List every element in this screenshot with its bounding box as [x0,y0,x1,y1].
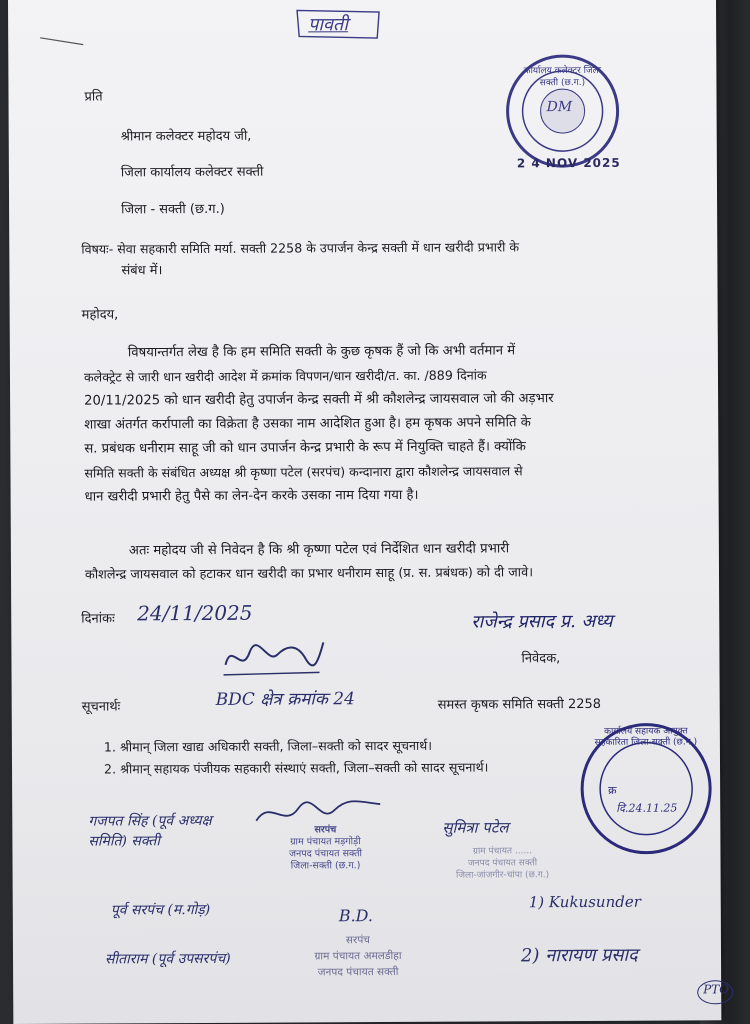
corner-mark [38,36,88,48]
sarpanch-stamp-line: जिला-सक्ती (छ.ग.) [290,860,361,872]
paragraph-line: शाखा अंतर्गत कर्रापाली का विक्रेता है उसका नाम आदेशित हुआ है। हम कृषक अपने समिति के [84,415,531,433]
paragraph-1 [84,342,715,515]
salutation: महोदय, [81,307,119,323]
address-line-2: जिला कार्यालय कलेक्टर सक्ती [120,164,264,181]
sarpanch-stamp-line: ग्राम पंचायत ...... [472,846,533,857]
collector-stamp-initials: DM [546,99,573,116]
to-label: प्रति [84,89,103,105]
sarpanch-stamp-line: जनपद पंचायत सक्ती [467,858,538,869]
subject-line-1: विषयः- सेवा सहकारी समिति मर्या. सक्ती 2258 के उपार्जन केन्द्र सक्ती में धान खरीदी प्रभारी के [81,239,520,257]
info-item-1: 1. श्रीमान् जिला खाद्य अधिकारी सक्ती, जिला–सक्ती को सादर सूचनार्थ। [103,737,433,755]
collector-stamp-text: कार्यालय कलेक्टर जिला सक्ती (छ.ग.) [523,65,602,89]
info-item-2: 2. श्रीमान् सहायक पंजीयक सहकारी संस्थाएं सक्ती, जिला–सक्ती को सादर सूचनार्थ। [103,759,489,777]
address-line-3: जिला - सक्ती (छ.ग.) [121,201,225,218]
signature-sitaram: सीताराम (पूर्व उपसरपंच) [104,950,231,968]
pto-text: PTO [703,982,730,997]
sarpanch-stamp-1 [260,824,390,873]
signature-kukusunder: 1) Kukusunder [528,892,641,912]
sarpanch-stamp-title: सरपंच [314,824,337,836]
paragraph-line: विषयान्तर्गत लेख है कि हम समिति सक्ती के कुछ कृषक हैं जो कि अभी वर्तमान में [127,343,516,361]
assistant-stamp [578,720,715,857]
letter-paper [8,0,730,1024]
date-label: दिनांकः [81,611,115,627]
sarpanch-stamp-2 [283,932,433,981]
sarpanch-stamp-line: ग्राम पंचायत अमलडीहा [314,949,402,963]
sarpanch-stamp-3 [432,845,572,882]
signature-purva-sarpanch: पूर्व सरपंच (म.गोड़) [110,901,211,919]
signature-bd: B.D. [338,906,374,926]
signature-gajpat: गजपत सिंह (पूर्व अध्यक्ष समिति) सक्ती [88,812,212,850]
address-line-1: श्रीमान कलेक्टर महोदय जी, [120,128,252,145]
signature-sumitra: सुमित्रा पटेल [442,818,509,837]
signature-narayan: 2) नारायण प्रसाद [520,944,638,967]
paragraph-line: 20/11/2025 को धान खरीदी हेतु उपार्जन केन्द्र सक्ती में श्री कौशलेन्द्र जायसवाल जो की अड़भार [84,391,554,409]
collector-stamp-date: 2 4 NOV 2025 [516,155,621,171]
paragraph-line: कलेक्ट्रेट से जारी धान खरीदी आदेश में क्रमांक विपणन/धान खरीदी/त. का. /889 दिनांक [83,367,487,385]
applicant-group: समस्त कृषक समिति सक्ती 2258 [437,696,602,713]
paragraph-line: समिति सक्ती के संबंधित अध्यक्ष श्री कृष्णा पटेल (सरपंच) कन्दानारा द्वारा कौशलेन्द्र जायसवाल से [84,463,523,481]
date-value: 24/11/2025 [137,600,253,626]
paragraph-line: धान खरीदी प्रभारी हेतु पैसे का लेन-देन करके उसका नाम दिया गया है। [84,487,419,505]
assistant-stamp-date: दि.24.11.25 [616,801,678,815]
assistant-stamp-number: क्र [608,783,617,797]
receipt-box [293,6,383,42]
info-label: सूचनार्थः [81,699,121,715]
sarpanch-stamp-line: जनपद पंचायत सक्ती [288,848,363,860]
paragraph-line: कौशलेन्द्र जायसवाल को हटाकर धान खरीदी का प्रभार धनीराम साहू (प्र. स. प्रबंधक) को दी जावे। [84,565,534,583]
subject-line-2: संबंध में। [121,263,163,279]
sarpanch-stamp-line: ग्राम पंचायत मड़गोड़ी [290,836,361,848]
paragraph-line: स. प्रबंधक धनीराम साहू जी को धान उपार्जन केन्द्र प्रभारी के रूप में नियुक्ति चाहते हैं। क्योंकि [84,439,526,457]
paragraph-line: अतः महोदय जी से निवेदन है कि श्री कृष्णा पटेल एवं निर्देशित धान खरीदी प्रभारी [128,541,510,559]
paragraph-2 [85,540,715,593]
applicant-label: निवेदक, [521,651,561,667]
sarpanch-stamp-line: जनपद पंचायत सक्ती [317,965,399,979]
assistant-stamp-text: कार्यालय सहायक आयुक्त सहकारिता जिला-सक्ती (छ.ग.) [594,726,698,748]
sarpanch-stamp-line: जिला-जांजगीर-चांपा (छ.ग.) [455,870,550,881]
scribble-signature [219,634,329,681]
sarpanch-stamp-title: सरपंच [345,934,370,947]
receipt-heading: पावती [308,14,349,36]
info-handwritten: BDC क्षेत्र क्रमांक 24 [215,689,355,710]
applicant-signature: राजेन्द्र प्रसाद प्र. अध्य [471,610,613,633]
